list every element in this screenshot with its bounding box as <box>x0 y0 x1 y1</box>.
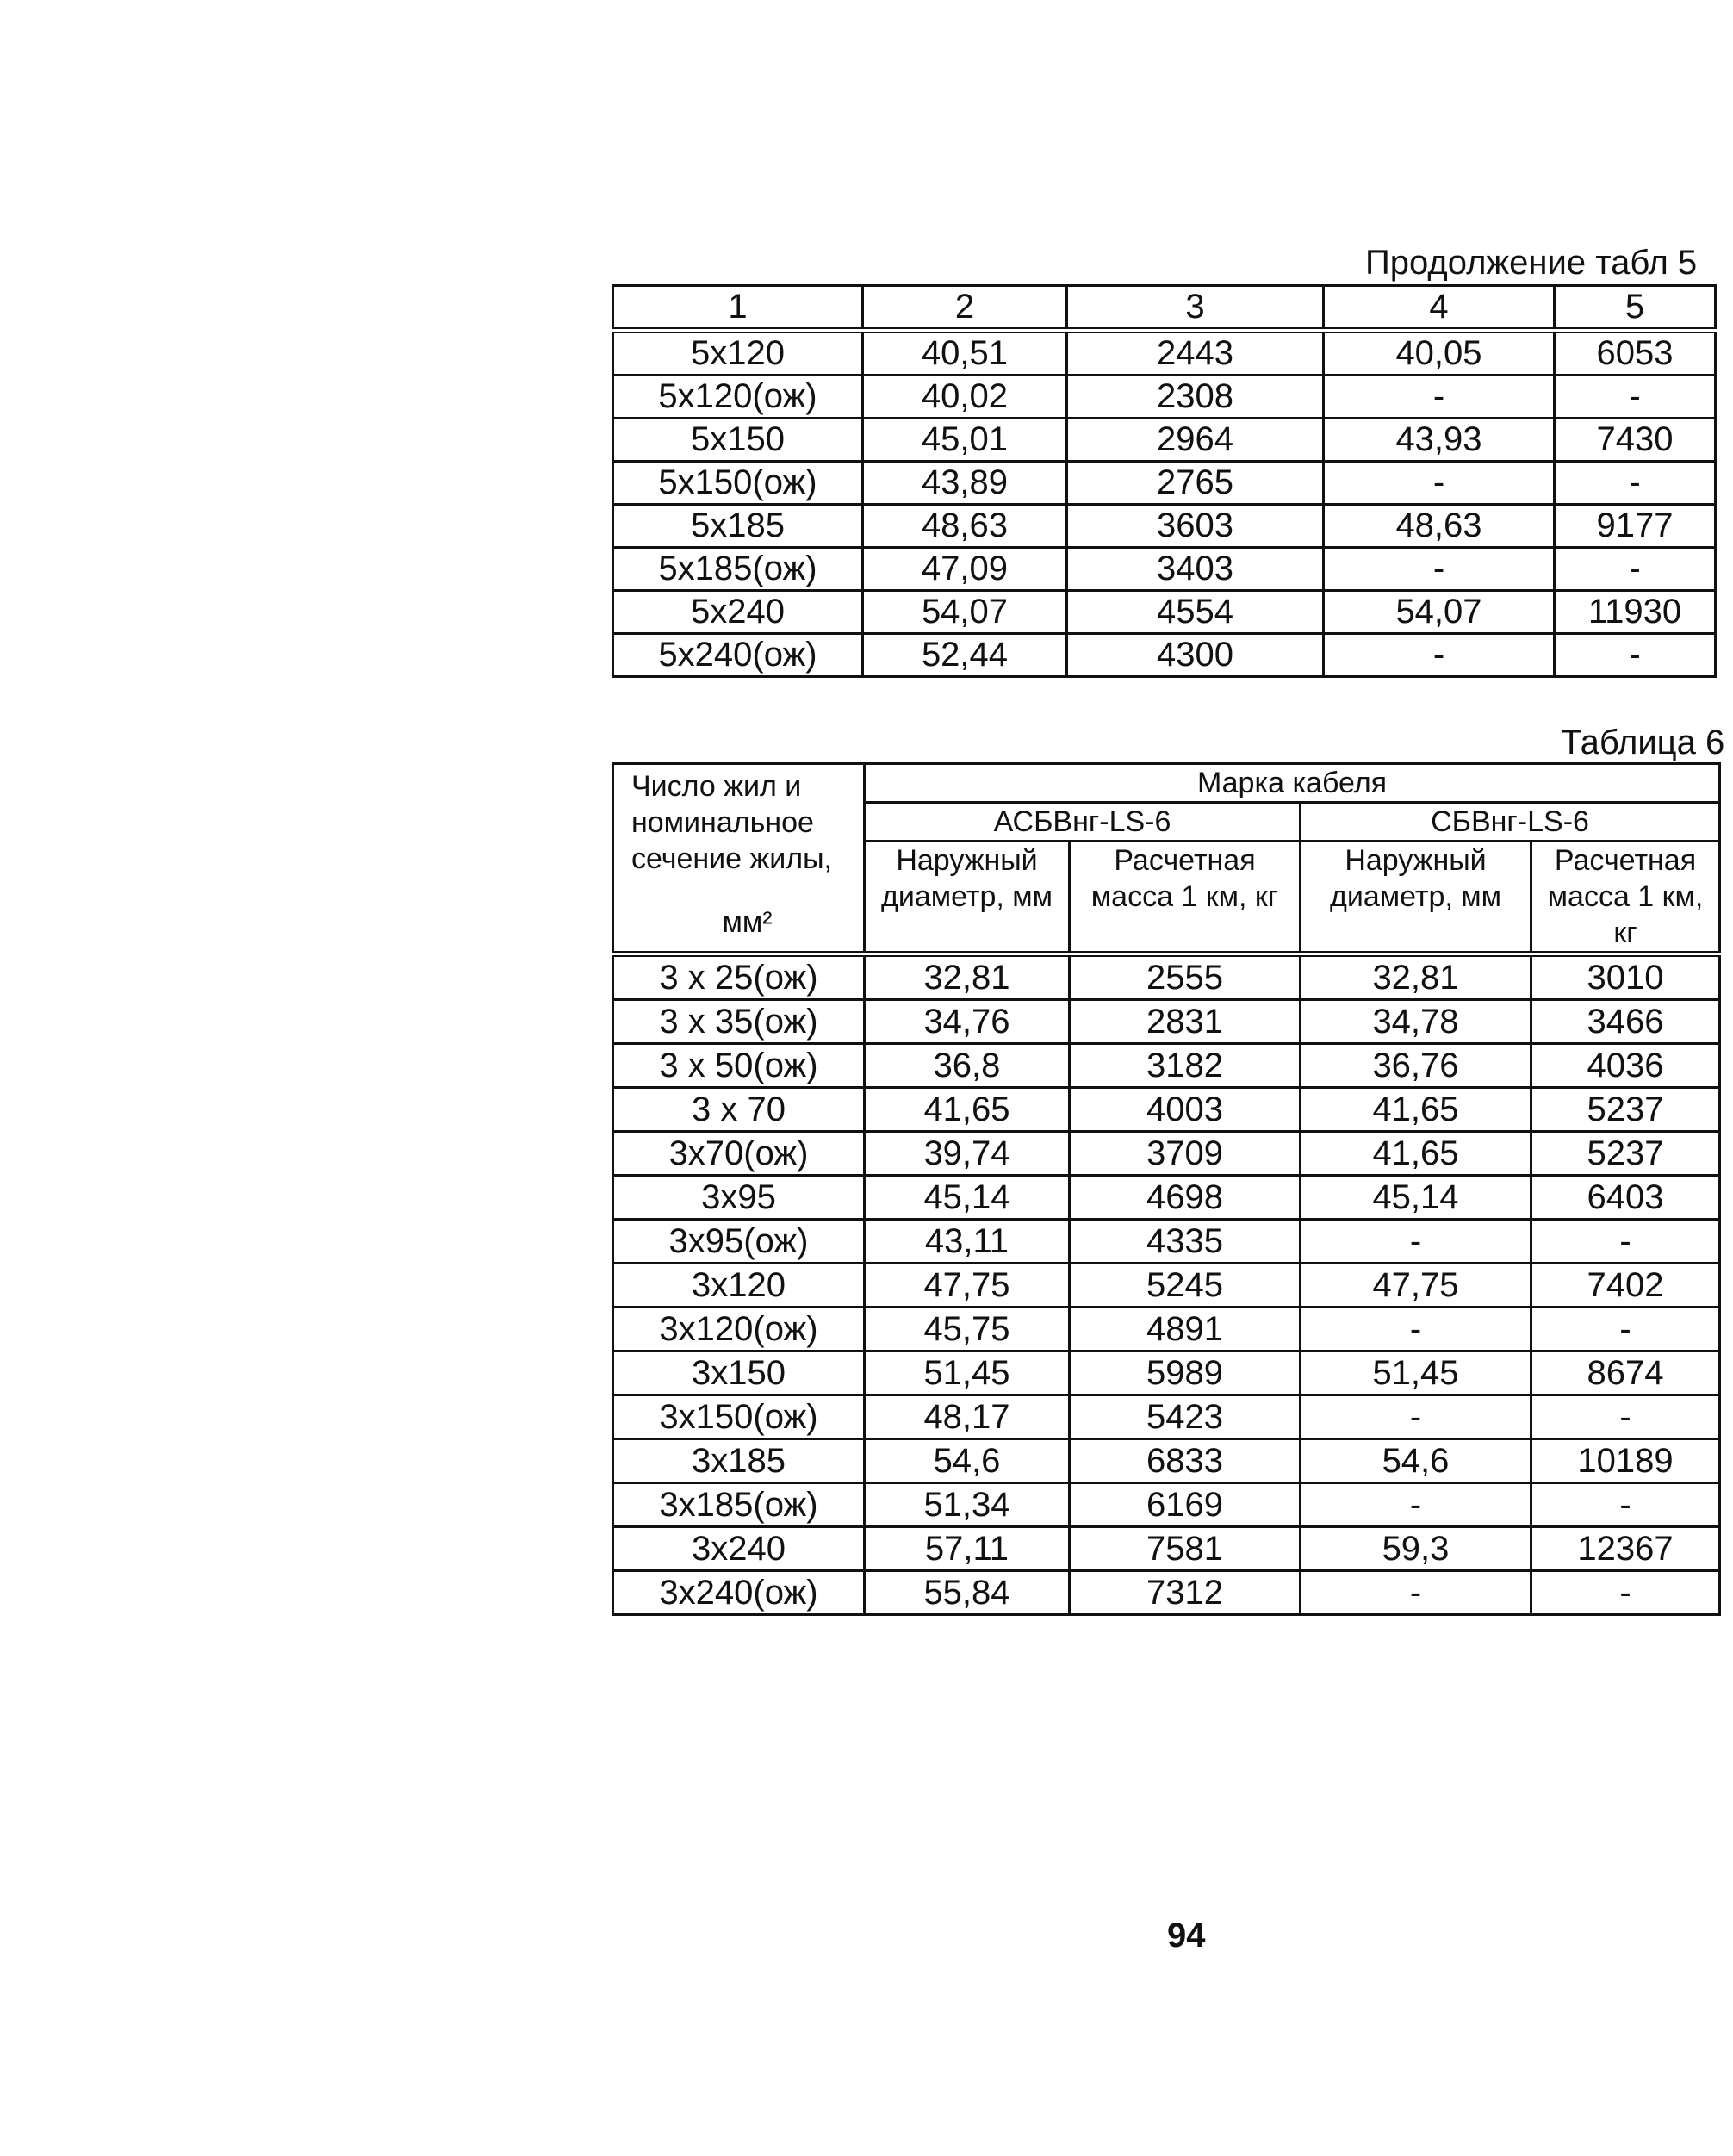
table5-cell: 5x240 <box>613 591 863 634</box>
table6-cell: 47,75 <box>865 1264 1070 1308</box>
table6-cell: 4891 <box>1070 1308 1301 1351</box>
table6-cell: 7312 <box>1070 1571 1301 1615</box>
table5-cell: 5x185(ож) <box>613 548 863 591</box>
table6-cell: 4335 <box>1070 1220 1301 1264</box>
table6-body <box>613 954 1720 1615</box>
table6-row <box>613 1044 1720 1088</box>
table6-cell: 54,6 <box>865 1439 1070 1483</box>
table5-cell: 54,07 <box>863 591 1067 634</box>
table6-row <box>613 1220 1720 1264</box>
table6-cell: 3x95 <box>613 1176 865 1220</box>
table6-cell: 3x185 <box>613 1439 865 1483</box>
table5-cell: 2765 <box>1067 462 1324 505</box>
table6-cell: 3x150 <box>613 1351 865 1395</box>
table5-row <box>613 634 1716 677</box>
table6-cell: 6833 <box>1070 1439 1301 1483</box>
table6-header-sub-2: Расчетная масса 1 км, кг <box>1070 842 1301 954</box>
table6-cell: 45,14 <box>865 1176 1070 1220</box>
table6-cell: 36,76 <box>1301 1044 1531 1088</box>
table5-row <box>613 591 1716 634</box>
table5-header-row <box>613 286 1716 331</box>
table6-cell: 3x185(ож) <box>613 1483 865 1527</box>
table6-header-group: Марка кабеля <box>865 764 1720 803</box>
table6-cell: 3x150(ож) <box>613 1395 865 1439</box>
table5-cell: 45,01 <box>863 419 1067 462</box>
table6-cell: 3 x 70 <box>613 1088 865 1132</box>
table6-cell: 7402 <box>1531 1264 1720 1308</box>
table5-cell: 40,05 <box>1324 331 1555 376</box>
table5-continuation <box>612 284 1717 678</box>
table5-row <box>613 419 1716 462</box>
table6-cell: - <box>1301 1395 1531 1439</box>
table6-row <box>613 1395 1720 1439</box>
table5-row <box>613 376 1716 419</box>
table5-cell: 6053 <box>1555 331 1716 376</box>
table6-cell: 3010 <box>1531 954 1720 1000</box>
table5-cell: 40,51 <box>863 331 1067 376</box>
table5-cell: 4300 <box>1067 634 1324 677</box>
table5-cell: 5x185 <box>613 505 863 548</box>
table6-header-brand-1: АСБВнг-LS-6 <box>865 803 1301 842</box>
table5-cell: - <box>1555 462 1716 505</box>
table6-caption: Таблица 6 <box>1561 724 1725 761</box>
table6-cell: - <box>1531 1483 1720 1527</box>
table6 <box>612 762 1721 1616</box>
table5-cell: 2964 <box>1067 419 1324 462</box>
table6-cell: 6403 <box>1531 1176 1720 1220</box>
table5-cell: - <box>1555 376 1716 419</box>
table5-header-cell: 4 <box>1324 286 1555 331</box>
table6-cell: 41,65 <box>865 1088 1070 1132</box>
table5-row <box>613 548 1716 591</box>
table5-cell: 3403 <box>1067 548 1324 591</box>
table5-cell: 9177 <box>1555 505 1716 548</box>
table5-body <box>613 331 1716 677</box>
table5-cell: 2308 <box>1067 376 1324 419</box>
table6-cell: 7581 <box>1070 1527 1301 1571</box>
table6-cell: - <box>1301 1571 1531 1615</box>
table6-row <box>613 1308 1720 1351</box>
table6-cell: 2555 <box>1070 954 1301 1000</box>
table5-cell: 43,89 <box>863 462 1067 505</box>
table6-cell: - <box>1531 1571 1720 1615</box>
table6-header-first-col-unit: мм² <box>722 906 773 939</box>
table5-cell: 2443 <box>1067 331 1324 376</box>
table5-cell: 3603 <box>1067 505 1324 548</box>
table6-cell: 6169 <box>1070 1483 1301 1527</box>
table6-row <box>613 1176 1720 1220</box>
table5-cell: 7430 <box>1555 419 1716 462</box>
table6-cell: 3x240 <box>613 1527 865 1571</box>
table5-cell: 5x240(ож) <box>613 634 863 677</box>
table6-cell: 3x120 <box>613 1264 865 1308</box>
table6-cell: 32,81 <box>1301 954 1531 1000</box>
table5-cell: - <box>1555 548 1716 591</box>
table5-cell: 43,93 <box>1324 419 1555 462</box>
table6-cell: 3 x 35(ож) <box>613 1000 865 1044</box>
table6-cell: 3x95(ож) <box>613 1220 865 1264</box>
table5-header-cell: 5 <box>1555 286 1716 331</box>
table6-header-first-col <box>613 764 865 954</box>
table5-cell: - <box>1555 634 1716 677</box>
table6-cell: 43,11 <box>865 1220 1070 1264</box>
table5-cell: 5x150(ож) <box>613 462 863 505</box>
table5-header-cell: 3 <box>1067 286 1324 331</box>
page-number: 94 <box>1167 1917 1206 1954</box>
table6-cell: 4698 <box>1070 1176 1301 1220</box>
table6-cell: - <box>1531 1220 1720 1264</box>
table6-cell: 45,14 <box>1301 1176 1531 1220</box>
table6-cell: 34,78 <box>1301 1000 1531 1044</box>
table6-cell: - <box>1301 1483 1531 1527</box>
table5-cell: 47,09 <box>863 548 1067 591</box>
table5-cell: 40,02 <box>863 376 1067 419</box>
table5-cell: 48,63 <box>863 505 1067 548</box>
table6-cell: 48,17 <box>865 1395 1070 1439</box>
table5-header-cell: 2 <box>863 286 1067 331</box>
table6-header-sub-4: Расчетная масса 1 км, кг <box>1531 842 1720 954</box>
table6-cell: 54,6 <box>1301 1439 1531 1483</box>
table6-cell: 2831 <box>1070 1000 1301 1044</box>
table5-cell: 5x150 <box>613 419 863 462</box>
table6-cell: 3 x 50(ож) <box>613 1044 865 1088</box>
table6-cell: 3466 <box>1531 1000 1720 1044</box>
table6-cell: 57,11 <box>865 1527 1070 1571</box>
table6-header-brand-2: СБВнг-LS-6 <box>1301 803 1720 842</box>
table5-cell: - <box>1324 634 1555 677</box>
table5-cell: 48,63 <box>1324 505 1555 548</box>
table5-cell: 5x120(ож) <box>613 376 863 419</box>
table6-cell: 8674 <box>1531 1351 1720 1395</box>
table6-cell: 3x120(ож) <box>613 1308 865 1351</box>
table6-cell: 59,3 <box>1301 1527 1531 1571</box>
table6-cell: 5237 <box>1531 1132 1720 1176</box>
table6-cell: 3 x 25(ож) <box>613 954 865 1000</box>
table6-cell: 5245 <box>1070 1264 1301 1308</box>
table5-header-cell: 1 <box>613 286 863 331</box>
table6-header-first-col-label: Число жил и номинальное сечение жилы, <box>631 770 832 875</box>
table5-row <box>613 505 1716 548</box>
table6-header-sub-1: Наружный диаметр, мм <box>865 842 1070 954</box>
table6-cell: - <box>1301 1220 1531 1264</box>
table6-row <box>613 1088 1720 1132</box>
table6-cell: 5237 <box>1531 1088 1720 1132</box>
table6-cell: - <box>1531 1308 1720 1351</box>
table6-cell: 3709 <box>1070 1132 1301 1176</box>
table6-cell: 12367 <box>1531 1527 1720 1571</box>
table5-cell: 11930 <box>1555 591 1716 634</box>
table6-cell: 34,76 <box>865 1000 1070 1044</box>
table6-row <box>613 1132 1720 1176</box>
table6-row <box>613 1000 1720 1044</box>
table6-cell: - <box>1531 1395 1720 1439</box>
table5-cell: - <box>1324 548 1555 591</box>
table5-row <box>613 331 1716 376</box>
table6-row <box>613 1527 1720 1571</box>
table6-cell: 55,84 <box>865 1571 1070 1615</box>
table6-cell: 36,8 <box>865 1044 1070 1088</box>
table5-cell: - <box>1324 376 1555 419</box>
table5-cell: 4554 <box>1067 591 1324 634</box>
table6-cell: 39,74 <box>865 1132 1070 1176</box>
table6-cell: 3x240(ож) <box>613 1571 865 1615</box>
table6-cell: - <box>1301 1308 1531 1351</box>
table5-continuation-caption: Продолжение табл 5 <box>1365 244 1698 282</box>
table6-cell: 5423 <box>1070 1395 1301 1439</box>
table6-header-sub-3: Наружный диаметр, мм <box>1301 842 1531 954</box>
table6-row <box>613 1264 1720 1308</box>
table6-row <box>613 1571 1720 1615</box>
table6-row <box>613 1351 1720 1395</box>
table6-cell: 5989 <box>1070 1351 1301 1395</box>
table5-cell: 5x120 <box>613 331 863 376</box>
table5-cell: 54,07 <box>1324 591 1555 634</box>
table6-cell: 41,65 <box>1301 1132 1531 1176</box>
table6-row <box>613 954 1720 1000</box>
table6-cell: 32,81 <box>865 954 1070 1000</box>
table5-cell: 52,44 <box>863 634 1067 677</box>
table6-cell: 45,75 <box>865 1308 1070 1351</box>
table6-cell: 47,75 <box>1301 1264 1531 1308</box>
table5-cell: - <box>1324 462 1555 505</box>
table6-cell: 41,65 <box>1301 1088 1531 1132</box>
table6-cell: 4036 <box>1531 1044 1720 1088</box>
table6-header-row-1 <box>613 764 1720 803</box>
table6-cell: 4003 <box>1070 1088 1301 1132</box>
table6-cell: 10189 <box>1531 1439 1720 1483</box>
table6-cell: 51,34 <box>865 1483 1070 1527</box>
table5-row <box>613 462 1716 505</box>
table6-row <box>613 1439 1720 1483</box>
table6-cell: 51,45 <box>1301 1351 1531 1395</box>
table6-cell: 3182 <box>1070 1044 1301 1088</box>
table6-row <box>613 1483 1720 1527</box>
table6-cell: 51,45 <box>865 1351 1070 1395</box>
table6-cell: 3x70(ож) <box>613 1132 865 1176</box>
